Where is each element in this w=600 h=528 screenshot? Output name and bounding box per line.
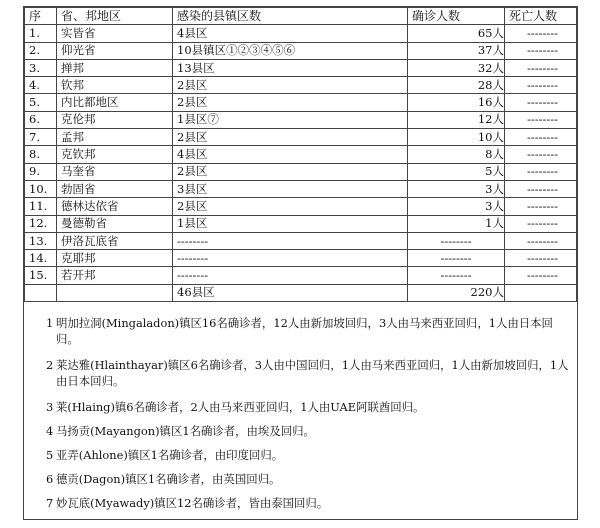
table-row <box>25 25 577 42</box>
row-region: 马奎省 <box>57 163 173 180</box>
table-row <box>25 267 577 284</box>
covid-statistics-sheet <box>23 6 578 520</box>
row-confirmed: -------- <box>408 267 505 284</box>
footnote-text: 亚弄(Ahlone)镇区1名确诊者，由印度回归。 <box>56 448 284 462</box>
table-row <box>25 77 577 94</box>
row-index: 8. <box>25 146 57 163</box>
row-index: 6. <box>25 111 57 128</box>
row-index: 2. <box>25 42 57 59</box>
row-confirmed: 3人 <box>408 180 505 197</box>
footnote-number: 1 <box>46 316 54 330</box>
row-deaths: -------- <box>505 180 577 197</box>
row-confirmed: 3人 <box>408 198 505 215</box>
table-row <box>25 129 577 146</box>
row-deaths: -------- <box>505 59 577 76</box>
footnote-text: 德贡(Dagon)镇区1名确诊者，由英国回归。 <box>56 472 281 486</box>
footnote-item <box>24 315 577 347</box>
row-region: 曼德勒省 <box>57 215 173 232</box>
footnote-number: 4 <box>46 424 54 438</box>
row-confirmed: 8人 <box>408 146 505 163</box>
table-row <box>25 180 577 197</box>
row-deaths: -------- <box>505 198 577 215</box>
row-region: 德林达依省 <box>57 198 173 215</box>
footnote-number: 2 <box>46 358 54 372</box>
row-index: 5. <box>25 94 57 111</box>
statistics-table <box>24 7 577 302</box>
row-index: 10. <box>25 180 57 197</box>
row-region: 克耶邦 <box>57 250 173 267</box>
table-header-row <box>25 8 577 25</box>
row-region: 孟邦 <box>57 129 173 146</box>
table-row <box>25 198 577 215</box>
footnote-number: 5 <box>46 448 54 462</box>
row-confirmed: 10人 <box>408 129 505 146</box>
row-district-count: 2县区 <box>173 94 408 111</box>
footnote-text: 明加拉洞(Mingaladon)镇区16名确诊者，12人由新加坡回归，3人由马来西亚回归，1人由日本回归。 <box>56 316 553 346</box>
footnote-item <box>24 399 577 415</box>
row-index: 9. <box>25 163 57 180</box>
row-region: 克钦邦 <box>57 146 173 163</box>
table-row <box>25 59 577 76</box>
footnote-number: 6 <box>46 472 54 486</box>
footnote-number: 3 <box>46 400 54 414</box>
row-deaths: -------- <box>505 94 577 111</box>
row-index: 12. <box>25 215 57 232</box>
row-district-count: 4县区 <box>173 146 408 163</box>
row-region: 若开邦 <box>57 267 173 284</box>
row-deaths: -------- <box>505 146 577 163</box>
row-region: 克伦邦 <box>57 111 173 128</box>
total-district-count: 46县区 <box>173 284 408 301</box>
row-confirmed: 16人 <box>408 94 505 111</box>
footnote-text: 莱达雅(Hlainthayar)镇区6名确诊者，3人由中国回归，1人由马来西亚回归，1人由新加坡回归，1人由日本回归。 <box>56 358 569 388</box>
row-confirmed: 65人 <box>408 25 505 42</box>
row-deaths: -------- <box>505 250 577 267</box>
total-row <box>25 284 577 301</box>
table-row <box>25 250 577 267</box>
footnotes <box>24 315 577 511</box>
row-confirmed: -------- <box>408 232 505 249</box>
footnote-item <box>24 495 577 511</box>
row-district-count: 2县区 <box>173 77 408 94</box>
row-deaths: -------- <box>505 42 577 59</box>
table-row <box>25 42 577 59</box>
row-deaths: -------- <box>505 25 577 42</box>
row-region: 掸邦 <box>57 59 173 76</box>
row-region: 仰光省 <box>57 42 173 59</box>
total-empty-index <box>25 284 57 301</box>
footnote-item <box>24 471 577 487</box>
total-confirmed: 220人 <box>408 284 505 301</box>
footnote-item <box>24 447 577 463</box>
row-index: 14. <box>25 250 57 267</box>
row-region: 实皆省 <box>57 25 173 42</box>
header-district-count: 感染的县镇区数 <box>173 8 408 25</box>
row-district-count: 13县区 <box>173 59 408 76</box>
row-deaths: -------- <box>505 77 577 94</box>
header-deaths: 死亡人数 <box>505 8 577 25</box>
footnote-item <box>24 423 577 439</box>
footnote-text: 妙瓦底(Myawady)镇区12名确诊者，皆由泰国回归。 <box>56 496 329 510</box>
row-confirmed: 32人 <box>408 59 505 76</box>
row-district-count: -------- <box>173 250 408 267</box>
row-index: 13. <box>25 232 57 249</box>
row-district-count: -------- <box>173 232 408 249</box>
row-deaths: -------- <box>505 163 577 180</box>
row-region: 钦邦 <box>57 77 173 94</box>
table-row <box>25 215 577 232</box>
table-row <box>25 146 577 163</box>
table-row <box>25 232 577 249</box>
row-index: 1. <box>25 25 57 42</box>
row-index: 4. <box>25 77 57 94</box>
row-deaths: -------- <box>505 215 577 232</box>
row-deaths: -------- <box>505 129 577 146</box>
row-confirmed: -------- <box>408 250 505 267</box>
row-region: 勃固省 <box>57 180 173 197</box>
row-district-count: 2县区 <box>173 198 408 215</box>
header-confirmed: 确诊人数 <box>408 8 505 25</box>
row-index: 3. <box>25 59 57 76</box>
row-district-count: 3县区 <box>173 180 408 197</box>
row-confirmed: 28人 <box>408 77 505 94</box>
row-district-count: 10县镇区①②③④⑤⑥ <box>173 42 408 59</box>
row-district-count: -------- <box>173 267 408 284</box>
row-confirmed: 12人 <box>408 111 505 128</box>
table-row <box>25 163 577 180</box>
table-row <box>25 94 577 111</box>
row-deaths: -------- <box>505 267 577 284</box>
row-district-count: 1县区⑦ <box>173 111 408 128</box>
header-index: 序 <box>25 8 57 25</box>
row-district-count: 4县区 <box>173 25 408 42</box>
row-district-count: 2县区 <box>173 163 408 180</box>
total-empty-region <box>57 284 173 301</box>
footnote-text: 莱(Hlaing)镇6名确诊者，2人由马来西亚回归，1人由UAE阿联酋回归。 <box>56 400 425 414</box>
footnote-item <box>24 357 577 389</box>
row-index: 15. <box>25 267 57 284</box>
row-district-count: 2县区 <box>173 129 408 146</box>
total-empty-deaths <box>505 284 577 301</box>
row-index: 7. <box>25 129 57 146</box>
row-confirmed: 5人 <box>408 163 505 180</box>
footnote-text: 马扬贡(Mayangon)镇区1名确诊者，由埃及回归。 <box>56 424 315 438</box>
row-index: 11. <box>25 198 57 215</box>
row-confirmed: 1人 <box>408 215 505 232</box>
table-row <box>25 111 577 128</box>
row-region: 伊洛瓦底省 <box>57 232 173 249</box>
row-confirmed: 37人 <box>408 42 505 59</box>
row-deaths: -------- <box>505 232 577 249</box>
footnote-number: 7 <box>46 496 54 510</box>
row-deaths: -------- <box>505 111 577 128</box>
header-region: 省、邦地区 <box>57 8 173 25</box>
row-district-count: 1县区 <box>173 215 408 232</box>
row-region: 内比都地区 <box>57 94 173 111</box>
